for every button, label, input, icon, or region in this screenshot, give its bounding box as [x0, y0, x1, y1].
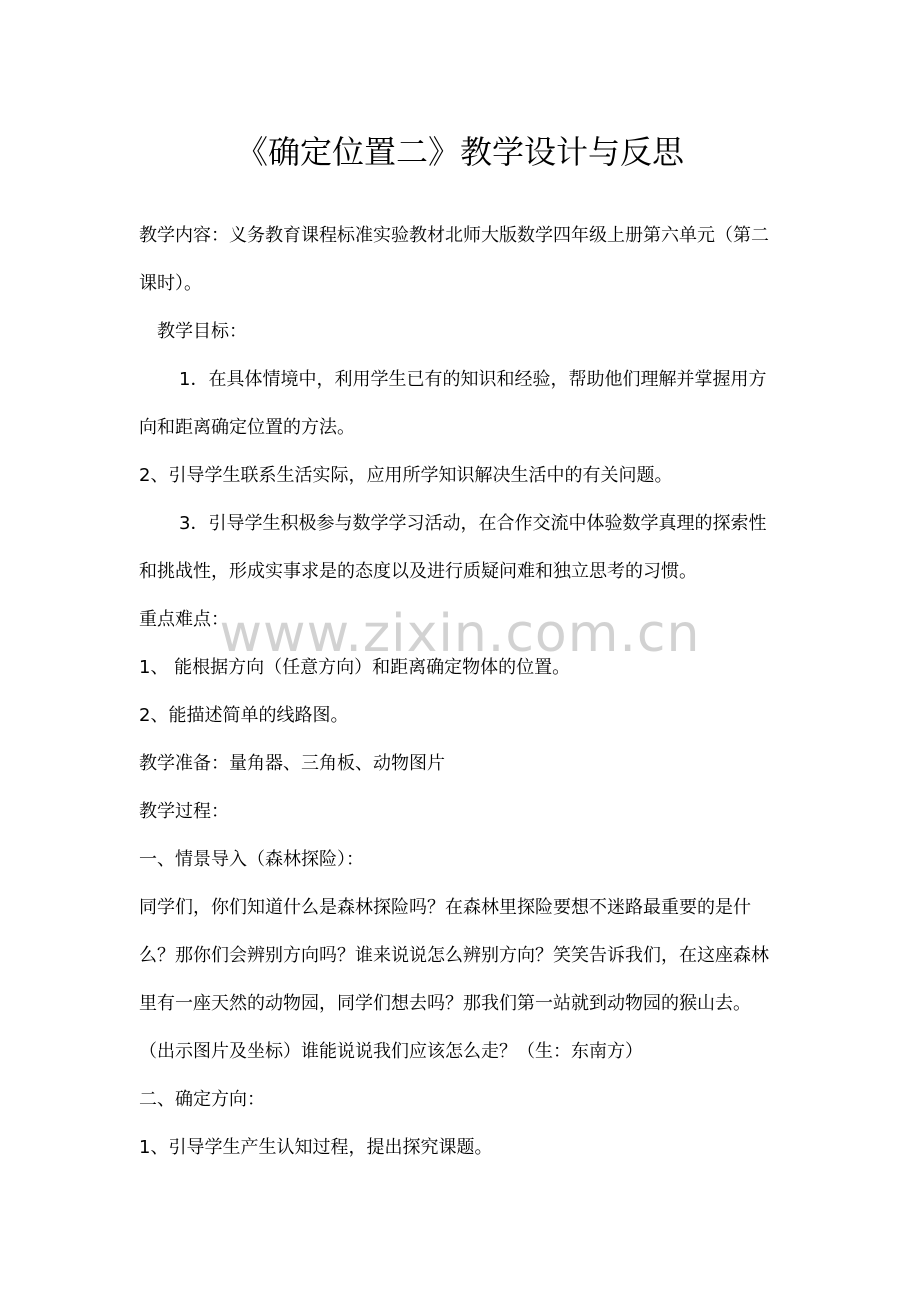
paragraph-preparation: 教学准备：量角器、三角板、动物图片 [139, 753, 445, 774]
paragraph-section-1-question: （出示图片及坐标）谁能说说我们应该怎么走？（生：东南方） [139, 1041, 643, 1062]
paragraph-section-1-heading: 一、情景导入（森林探险）： [139, 849, 364, 870]
paragraph-goal-3: 3．引导学生积极参与数学学习活动，在合作交流中体验数学真理的探索性和挑战性，形成实事求是的态度以及进行质疑问难和独立思考的习惯。 [139, 513, 767, 582]
paragraph-key-point-1: 1、 能根据方向（任意方向）和距离确定物体的位置。 [139, 657, 571, 678]
paragraph-section-2-item-1: 1、引导学生产生认知过程，提出探究课题。 [139, 1137, 493, 1158]
paragraph-goal-1: 1．在具体情境中，利用学生已有的知识和经验，帮助他们理解并掌握用方向和距离确定位置的方法。 [139, 369, 767, 438]
document-title: 《确定位置二》教学设计与反思 [235, 133, 684, 171]
paragraph-teaching-goals-heading: 教学目标： [157, 321, 247, 342]
paragraph-key-points-heading: 重点难点： [139, 609, 229, 630]
paragraph-teaching-content: 教学内容：义务教育课程标准实验教材北师大版数学四年级上册第六单元（第二课时）。 [139, 225, 769, 294]
paragraph-key-point-2: 2、能描述简单的线路图。 [139, 705, 349, 726]
paragraph-goal-2: 2、引导学生联系生活实际，应用所学知识解决生活中的有关问题。 [139, 465, 673, 486]
watermark-text: www.zixin.com.cn [219, 604, 701, 664]
paragraph-process-heading: 教学过程： [139, 801, 229, 822]
paragraph-section-1-text: 同学们，你们知道什么是森林探险吗？在森林里探险要想不迷路最重要的是什么？那你们会辨别方向吗？谁来说说怎么辨别方向？笑笑告诉我们，在这座森林里有一座天然的动物园，同学们想去吗？那我们第一站就到动物园的猴山去。 [139, 897, 769, 1014]
document-body [139, 212, 784, 1172]
paragraph-section-2-heading: 二、确定方向： [139, 1089, 265, 1110]
